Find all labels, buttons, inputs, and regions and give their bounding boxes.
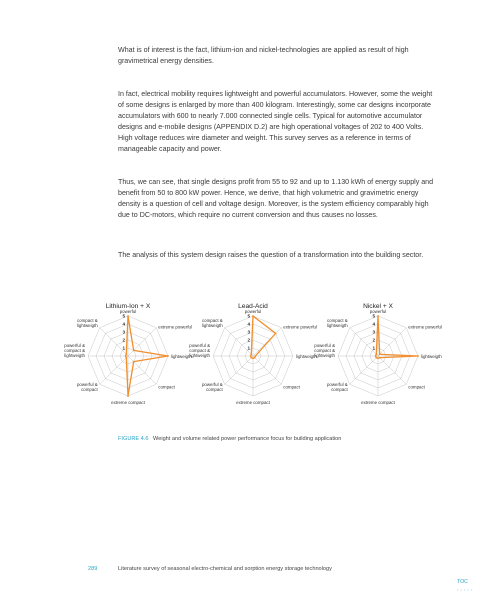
- axis-label-line: extreme powerful: [158, 324, 192, 330]
- data-point: [252, 315, 254, 317]
- tick-label: 4: [247, 321, 250, 327]
- axis-label-line: compact: [408, 384, 425, 390]
- axis-label-line: extreme powerful: [283, 324, 317, 330]
- data-point: [375, 355, 377, 357]
- radar-svg: [305, 300, 455, 432]
- data-point: [377, 315, 379, 317]
- toc-dots: • • • • •: [457, 587, 473, 592]
- axis-label-line: compact &: [314, 348, 335, 353]
- axis-label-line: lightweigth: [314, 353, 335, 358]
- axis-label-line: lightweigth: [189, 353, 210, 358]
- data-point: [379, 353, 381, 355]
- data-point: [127, 315, 129, 317]
- data-point: [167, 355, 169, 357]
- series-line: [251, 316, 276, 358]
- data-point: [125, 355, 127, 357]
- paragraph-1: What is of interest is the fact, lithium-ion and nickel-technologies are applied as result of high gravimetrical energy densities.: [118, 46, 409, 66]
- axis-label: [236, 400, 270, 405]
- data-point: [375, 357, 377, 359]
- axis-label: [77, 318, 98, 328]
- figure-label: FIGURE 4.6: [118, 436, 149, 442]
- axis-label-line: powerful &: [201, 381, 223, 387]
- data-point: [417, 355, 419, 357]
- tick-label: 1: [372, 345, 375, 351]
- data-point: [250, 355, 252, 357]
- tick-label: 2: [247, 337, 250, 343]
- axis-label-line: lightweigth: [171, 354, 192, 359]
- axis-label-line: compact: [81, 386, 98, 392]
- axis-label: [327, 318, 348, 328]
- radar-chart-nickel: [305, 300, 455, 432]
- data-point: [133, 361, 135, 363]
- axis-label-line: powerful &: [326, 381, 348, 387]
- chart-title: Nickel + X: [363, 303, 393, 310]
- axis-label-line: powerful: [119, 309, 137, 314]
- axis-label-line: extreme compact: [236, 400, 270, 405]
- data-point: [252, 358, 254, 360]
- data-point: [250, 357, 252, 359]
- tick-label: 3: [372, 329, 375, 335]
- axis-label: [158, 384, 175, 389]
- data-point: [250, 353, 252, 355]
- axis-label: [120, 309, 137, 314]
- figure-caption: [118, 436, 448, 442]
- axis-label-line: compact &: [189, 348, 210, 353]
- tick-label: 4: [122, 321, 125, 327]
- toc-link[interactable]: TOC: [457, 579, 468, 585]
- axis-label-line: compact &: [64, 348, 85, 353]
- axis-label-line: lightweigth: [326, 323, 348, 329]
- axis-label: [111, 400, 145, 405]
- axis-label-line: lightweigth: [64, 353, 85, 358]
- paragraph-4: The analysis of this system design raises the question of a transformation into the building sector.: [118, 251, 424, 259]
- axis-label-line: extreme powerful: [408, 324, 442, 330]
- axis-label-line: lightweigth: [421, 354, 442, 359]
- chart-title: Lithium-Ion + X: [105, 303, 151, 310]
- axis-label: [283, 384, 300, 389]
- axis-label: [327, 382, 349, 392]
- axis-label: [361, 400, 395, 405]
- axis-label-line: compact: [206, 386, 223, 392]
- axis-label-line: compact &: [201, 318, 223, 324]
- data-point: [254, 357, 256, 359]
- tick-label: 5: [372, 313, 375, 319]
- tick-label: 5: [247, 313, 250, 319]
- paragraph-2: In fact, electrical mobility requires lightweight and powerful accumulators. However, some the weight of some designs is enlarged by more than 400 kilogram. Interestingly, some car designs incorporate accumulators with 600 to nearly 7.000 connected single cells. Typical for automotive accumulator designs and e-mobile designs (APPENDIX D.2) are high operational voltages of 202 to 400 Volts. High voltage reduces wire diameter and weight. This survey serves as a reference in terms of manageable capacity and power.: [118, 90, 433, 154]
- axis-label-line: extreme compact: [361, 400, 395, 405]
- tick-label: 3: [247, 329, 250, 335]
- running-footer: Literature survey of seasonal electro-chemical and sorption energy storage technology: [118, 566, 332, 572]
- axis-label-line: powerful &: [64, 343, 85, 348]
- data-point: [377, 358, 379, 360]
- tick-label: 2: [122, 337, 125, 343]
- tick-label: 2: [372, 337, 375, 343]
- axis-label-line: powerful &: [76, 381, 98, 387]
- axis-label-line: compact: [158, 384, 175, 390]
- axis-label: [77, 382, 99, 392]
- axis-label-line: powerful: [244, 309, 262, 314]
- axis-label-line: lightweigth: [76, 323, 98, 329]
- axis-label-line: lightweigth: [201, 323, 223, 329]
- axis-label-line: powerful &: [314, 343, 335, 348]
- axis-label-line: powerful: [369, 309, 387, 314]
- data-point: [133, 349, 135, 351]
- axis-label-line: compact &: [76, 318, 98, 324]
- axis-label-line: compact: [283, 384, 300, 390]
- tick-label: 3: [122, 329, 125, 335]
- data-point: [379, 357, 381, 359]
- axis-label-line: extreme compact: [111, 400, 145, 405]
- axis-label-line: powerful &: [189, 343, 210, 348]
- tick-label: 5: [122, 313, 125, 319]
- figure-caption-text: Weight and volume related power performance focus for building application: [153, 436, 342, 442]
- axis-label-line: compact: [331, 386, 348, 392]
- axis-label: [64, 343, 85, 358]
- axis-label: [245, 309, 262, 314]
- data-point: [275, 332, 277, 334]
- axis-label: [421, 354, 442, 359]
- axis-label-line: compact &: [326, 318, 348, 324]
- axis-label: [408, 384, 425, 389]
- chart-title: Lead-Acid: [238, 303, 268, 310]
- axis-label: [314, 343, 335, 358]
- axis-label: [202, 318, 223, 328]
- data-point: [125, 353, 127, 355]
- data-point: [255, 355, 257, 357]
- axis-label: [189, 343, 210, 358]
- axis-label: [408, 325, 442, 330]
- paragraph-3: Thus, we can see, that single designs profit from 55 to 92 and up to 1.130 kWh of energy supply and benefit from 50 to 800 kW power. Hence, we derive, that high volumetric and gravimetric energy density is a question of cell and voltage design. Moreover, is the system efficiency comparably high due to DC-motors, which require no current conversion and thus causes no losses.: [118, 178, 434, 220]
- axis-label: [370, 309, 387, 314]
- tick-label: 1: [247, 345, 250, 351]
- page-number: 289: [88, 566, 98, 572]
- data-point: [375, 353, 377, 355]
- tick-label: 1: [122, 345, 125, 351]
- data-point: [127, 395, 129, 397]
- data-point: [125, 357, 127, 359]
- tick-label: 4: [372, 321, 375, 327]
- axis-label: [202, 382, 224, 392]
- axis-label-line: lightweigth: [296, 354, 317, 359]
